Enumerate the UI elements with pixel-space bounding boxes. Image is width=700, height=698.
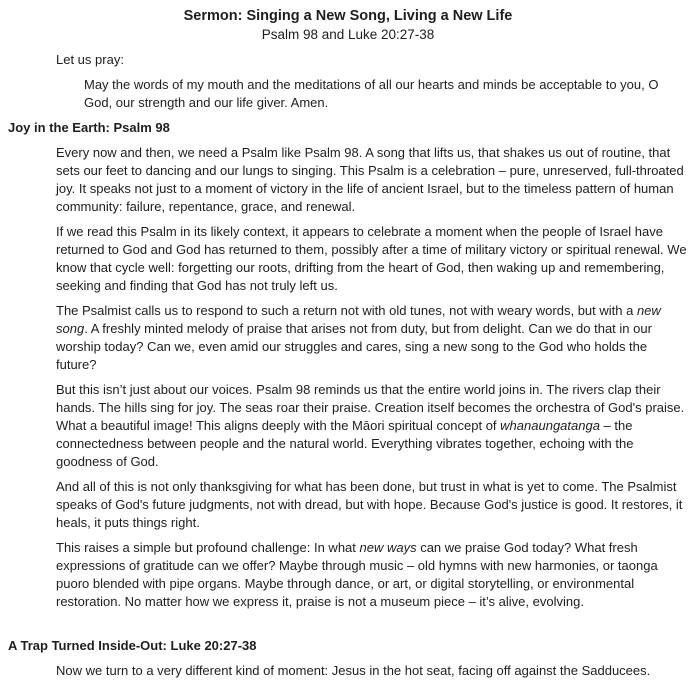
text-run: This raises a simple but profound challenge: In what — [56, 540, 360, 555]
italic-text-run: whanaungatanga — [500, 418, 600, 433]
italic-text-run: new ways — [359, 540, 417, 555]
text-run: Every now and then, we need a Psalm like Psalm 98. A song that lifts us, that shakes us out of routine, that sets our feet to dancing and our lungs to singing. This Psalm is a celebration – pure, unreserved, full-throated joy. It speaks not just to a moment of victory in the life of ancient Israel, but to the timeless pattern of human community: failure, repentance, grace, and renewal. — [56, 145, 684, 214]
text-run: And all of this is not only thanksgiving for what has been done, but trust in what is yet to come. The Psalmist speaks of God's future judgments, not with dread, but with hope. Because God's justice is good. It restores, it heals, it puts things right. — [56, 479, 683, 530]
paragraph — [56, 144, 688, 216]
document-subtitle: Psalm 98 and Luke 20:27-38 — [261, 27, 435, 42]
sermon-sections — [8, 119, 688, 680]
document-title: Sermon: Singing a New Song, Living a New Life — [183, 8, 513, 24]
section-heading: A Trap Turned Inside-Out: Luke 20:27-38 — [8, 638, 257, 653]
text-run: But this isn’t just about our voices. Psalm 98 reminds us that the entire world joins in. The rivers clap their hands. The hills sing for joy. The seas roar their praise. Creation itself becomes the orchestra of God's praise. What a beautiful image! This aligns deeply with the Māori spiritual concept of — [56, 382, 685, 433]
paragraph — [56, 223, 688, 295]
prayer-call: Let us pray: — [56, 52, 124, 67]
sermon-section — [8, 119, 688, 611]
italic-text-run: new song — [56, 303, 661, 336]
paragraph — [56, 539, 688, 611]
paragraph — [56, 302, 688, 374]
prayer-text: May the words of my mouth and the meditations of all our hearts and minds be acceptable to you, O God, our strength and our life giver. Amen. — [84, 77, 659, 110]
text-run: The Psalmist calls us to respond to such a return not with old tunes, not with weary words, but with a — [56, 303, 637, 318]
text-run: can we praise God today? What fresh expressions of gratitude can we offer? Maybe through music – old hymns with new harmonies, or taonga puoro blended with pipe organs. Maybe through dance, or art, or digital storytelling, or environmental restoration. No matter how we express it, praise is not a museum piece – it’s alive, evolving. — [56, 540, 658, 609]
paragraph — [56, 478, 688, 532]
text-run: If we read this Psalm in its likely context, it appears to celebrate a moment when the people of Israel have returned to God and God has returned to them, possibly after a time of military victory or spiritual renewal. We know that cycle well: forgetting our roots, drifting from the heart of God, then waking up and remembering, seeking and finding that God has not truly left us. — [56, 224, 687, 293]
text-run: Now we turn to a very different kind of moment: Jesus in the hot seat, facing off against the Sadducees. — [56, 663, 651, 678]
sermon-section — [8, 637, 688, 680]
text-run: . A freshly minted melody of praise that arises not from duty, but from delight. Can we do that in our worship today? Can we, even amid our struggles and cares, sing a new song to the God who holds the future? — [56, 321, 652, 372]
text-run: – the connectedness between people and the natural world. Everything vibrates together, echoing with the goodness of God. — [56, 418, 634, 469]
section-heading: Joy in the Earth: Psalm 98 — [8, 120, 170, 135]
paragraph — [56, 381, 688, 471]
paragraph — [56, 662, 688, 680]
